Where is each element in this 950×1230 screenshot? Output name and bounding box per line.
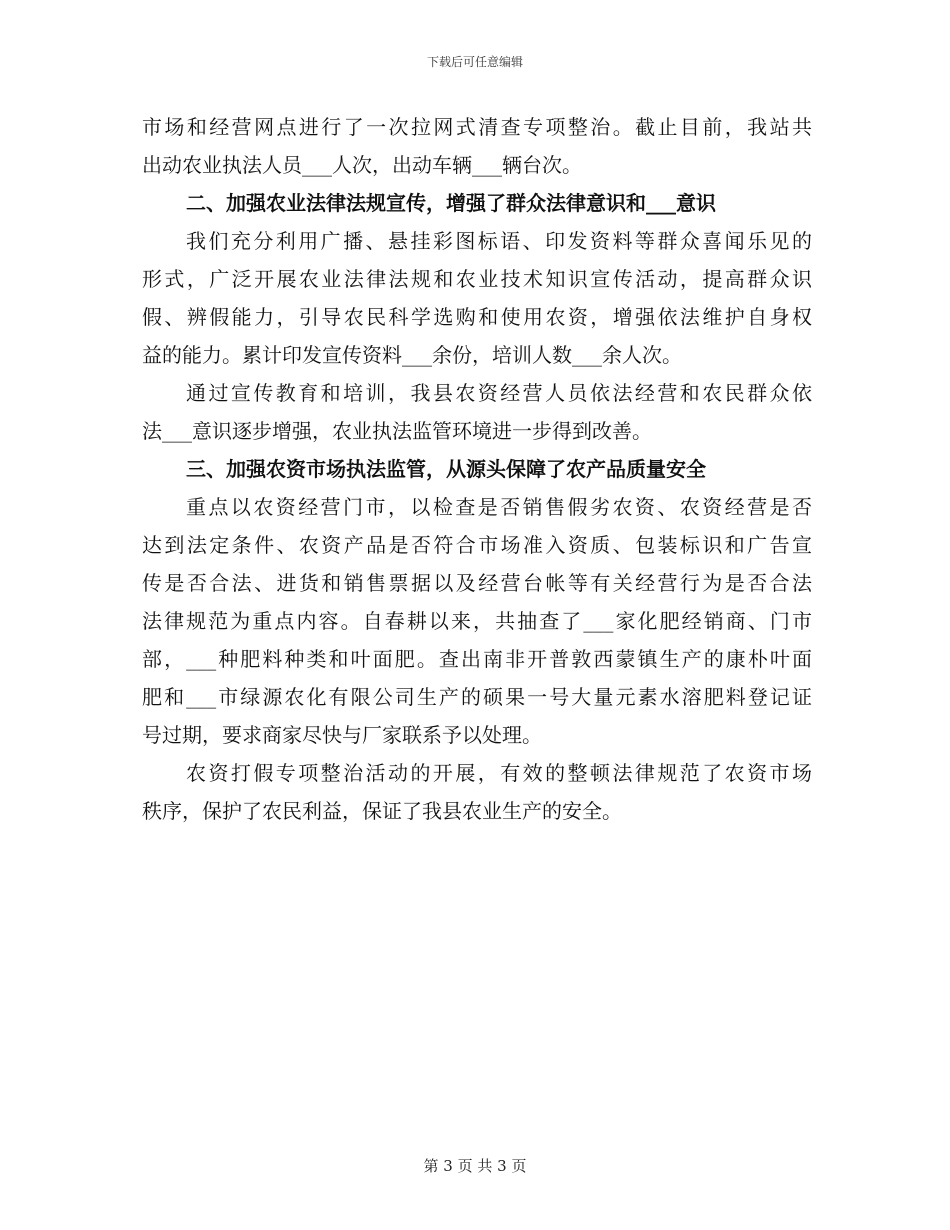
paragraph-2: [142, 222, 812, 374]
text-line: 假、辨假能力，引导农民科学选购和使用农资，增强依法维护自身权: [142, 305, 812, 329]
section-heading-3: 三、加强农资市场执法监管，从源头保障了农产品质量安全: [186, 457, 706, 481]
text-line: 号过期，要求商家尽快与厂家联系予以处理。: [142, 723, 542, 747]
paragraph-4: [142, 488, 812, 754]
text-line: 形式，广泛开展农业法律法规和农业技术知识宣传活动，提高群众识: [142, 267, 812, 291]
text-line: 肥和___市绿源农化有限公司生产的硕果一号大量元素水溶肥料登记证: [142, 685, 812, 709]
document-body: [142, 108, 812, 830]
text-line: 传是否合法、进货和销售票据以及经营台帐等有关经营行为是否合法: [142, 571, 812, 595]
text-line: 法___意识逐步增强，农业执法监管环境进一步得到改善。: [142, 419, 652, 443]
paragraph-5: [142, 754, 812, 830]
paragraph-3: [142, 374, 812, 450]
text-line: 农资打假专项整治活动的开展，有效的整顿法律规范了农资市场: [186, 761, 812, 785]
text-line: 重点以农资经营门市，以检查是否销售假劣农资、农资经营是否: [186, 495, 812, 519]
text-line: 市场和经营网点进行了一次拉网式清查专项整治。截止目前，我站共: [142, 115, 812, 139]
paragraph-1: [142, 108, 812, 184]
text-line: 达到法定条件、农资产品是否符合市场准入资质、包装标识和广告宣: [142, 533, 812, 557]
text-line: 益的能力。累计印发宣传资料___余份，培训人数___余人次。: [142, 343, 682, 367]
page-header-note: 下载后可任意编辑: [426, 55, 523, 69]
page-number-footer: 第 3 页 共 3 页: [423, 1157, 527, 1175]
text-line: 出动农业执法人员___人次，出动车辆___辆台次。: [142, 153, 582, 177]
text-line: 法律规范为重点内容。自春耕以来，共抽查了___家化肥经销商、门市: [142, 609, 812, 633]
section-heading-2: 二、加强农业法律法规宣传，增强了群众法律意识和___意识: [186, 191, 716, 215]
text-line: 部，___种肥料种类和叶面肥。查出南非开普敦西蒙镇生产的康朴叶面: [142, 647, 812, 671]
text-line: 我们充分利用广播、悬挂彩图标语、印发资料等群众喜闻乐见的: [186, 229, 812, 253]
text-line: 通过宣传教育和培训，我县农资经营人员依法经营和农民群众依: [186, 381, 812, 405]
text-line: 秩序，保护了农民利益，保证了我县农业生产的安全。: [142, 799, 622, 823]
